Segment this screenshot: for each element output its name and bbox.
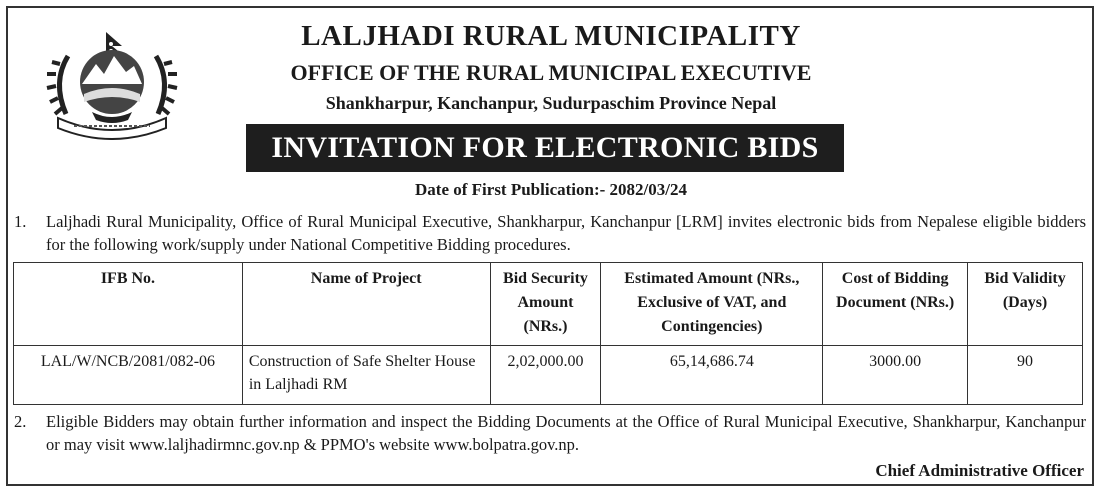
bids-table [13,262,1083,405]
table-header-row [14,263,1083,346]
cell-project: Construction of Safe Shelter House in Laljhadi RM [242,346,490,405]
cell-cost: 3000.00 [823,346,968,405]
paragraph-1 [14,210,1086,256]
paragraph-text: Laljhadi Rural Municipality, Office of Rural Municipal Executive, Shankharpur, Kanchanpur [LRM] invites electronic bids from Nepalese eligible bidders for the following work/supply under National Competitive Bidding procedures. [46,212,1086,254]
office-title: OFFICE OF THE RURAL MUNICIPAL EXECUTIVE [290,60,812,85]
paragraph-text: Eligible Bidders may obtain further information and inspect the Bidding Documents at the Office of Rural Municipal Executive, Shankharpur, Kanchanpur or may visit www.laljhadirmnc.gov.np & PPMO's website www.bolpatra.gov.np. [46,412,1086,454]
cell-validity: 90 [968,346,1083,405]
paragraph-2 [14,410,1086,456]
address: Shankharpur, Kanchanpur, Sudurpaschim Province Nepal [325,93,777,113]
header-validity: Bid Validity (Days) [968,263,1083,346]
signature: Chief Administrative Officer [875,461,1084,480]
municipality-title: LALJHADI RURAL MUNICIPALITY [301,20,801,52]
cell-security: 2,02,000.00 [490,346,601,405]
header-security: Bid Security Amount (NRs.) [490,263,601,346]
paragraph-number: 1. [14,212,27,231]
paragraph-number: 2. [14,412,27,431]
notice-banner: INVITATION FOR ELECTRONIC BIDS [246,124,844,172]
header-estimate: Estimated Amount (NRs., Exclusive of VAT, and Contingencies) [601,263,823,346]
header-ifb: IFB No. [14,263,243,346]
cell-ifb: LAL/W/NCB/2081/082-06 [14,346,243,405]
header-cost: Cost of Bidding Document (NRs.) [823,263,968,346]
publication-date: Date of First Publication:- 2082/03/24 [415,180,687,199]
header-project: Name of Project [242,263,490,346]
table-row [14,346,1083,405]
cell-estimate: 65,14,686.74 [601,346,823,405]
